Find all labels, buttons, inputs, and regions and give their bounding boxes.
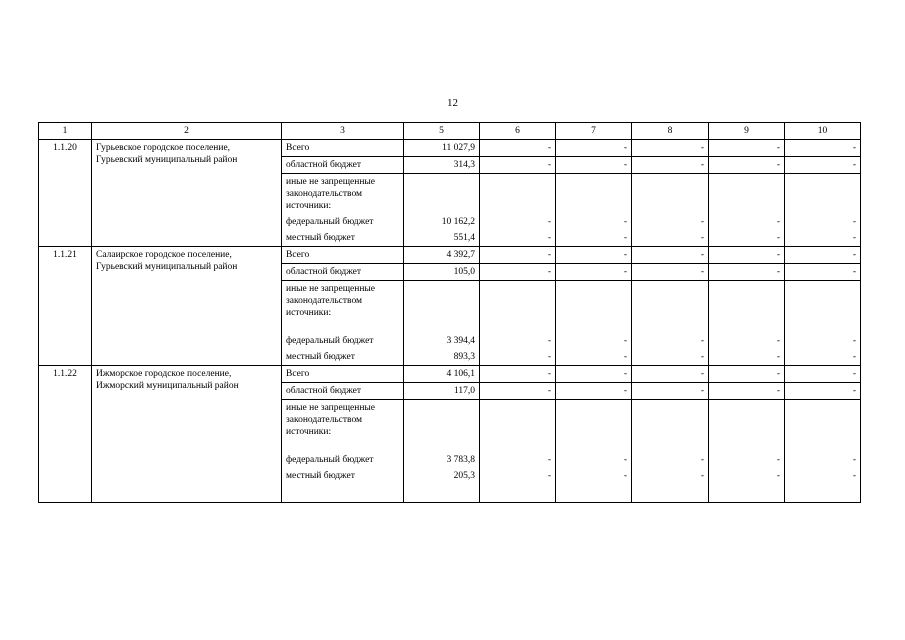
dash-cell: - (556, 468, 632, 503)
label-other-sources: иные не запрещенные законодательством источники: (282, 281, 404, 334)
budget-table (38, 122, 861, 503)
dash-cell: - (480, 157, 556, 174)
dash-cell: - (556, 383, 632, 400)
label-federal: федеральный бюджет (282, 452, 404, 468)
header-cell: 10 (785, 123, 861, 140)
empty-cell (404, 400, 480, 453)
dash-cell: - (632, 349, 709, 366)
dash-cell: - (556, 366, 632, 383)
row-name: Салаирское городское поселение, Гурьевский муниципальный район (92, 247, 282, 366)
empty-cell (632, 400, 709, 453)
empty-cell (404, 174, 480, 215)
label-local: местный бюджет (282, 230, 404, 247)
row-name: Ижморское городское поселение, Ижморский муниципальный район (92, 366, 282, 503)
dash-cell: - (632, 383, 709, 400)
dash-cell: - (480, 383, 556, 400)
dash-cell: - (632, 264, 709, 281)
dash-cell: - (480, 349, 556, 366)
label-total: Всего (282, 247, 404, 264)
dash-cell: - (632, 140, 709, 157)
dash-cell: - (709, 333, 785, 349)
dash-cell: - (709, 468, 785, 503)
table-row (39, 140, 861, 157)
value-regional: 314,3 (404, 157, 480, 174)
header-cell: 6 (480, 123, 556, 140)
dash-cell: - (480, 140, 556, 157)
empty-cell (709, 400, 785, 453)
label-local: местный бюджет (282, 349, 404, 366)
empty-cell (709, 174, 785, 215)
empty-cell (480, 174, 556, 215)
empty-cell (556, 400, 632, 453)
label-total: Всего (282, 140, 404, 157)
table-body (39, 123, 861, 503)
label-regional: областной бюджет (282, 264, 404, 281)
dash-cell: - (632, 247, 709, 264)
value-federal: 3 783,8 (404, 452, 480, 468)
value-total: 4 106,1 (404, 366, 480, 383)
empty-cell (404, 281, 480, 334)
header-cell: 2 (92, 123, 282, 140)
dash-cell: - (632, 157, 709, 174)
header-cell: 3 (282, 123, 404, 140)
dash-cell: - (785, 333, 861, 349)
row-name: Гурьевское городское поселение, Гурьевский муниципальный район (92, 140, 282, 247)
value-local: 551,4 (404, 230, 480, 247)
value-federal: 10 162,2 (404, 214, 480, 230)
dash-cell: - (709, 349, 785, 366)
empty-cell (632, 174, 709, 215)
dash-cell: - (785, 140, 861, 157)
dash-cell: - (785, 214, 861, 230)
dash-cell: - (709, 230, 785, 247)
dash-cell: - (709, 247, 785, 264)
empty-cell (556, 281, 632, 334)
dash-cell: - (480, 264, 556, 281)
empty-cell (785, 400, 861, 453)
dash-cell: - (556, 333, 632, 349)
header-cell: 7 (556, 123, 632, 140)
header-cell: 5 (404, 123, 480, 140)
dash-cell: - (709, 452, 785, 468)
label-other-sources: иные не запрещенные законодательством источники: (282, 174, 404, 215)
empty-cell (632, 281, 709, 334)
label-regional: областной бюджет (282, 157, 404, 174)
label-total: Всего (282, 366, 404, 383)
dash-cell: - (480, 452, 556, 468)
value-federal: 3 394,4 (404, 333, 480, 349)
header-row (39, 123, 861, 140)
dash-cell: - (556, 140, 632, 157)
empty-cell (480, 281, 556, 334)
label-other-sources: иные не запрещенные законодательством источники: (282, 400, 404, 453)
label-local: местный бюджет (282, 468, 404, 503)
dash-cell: - (480, 230, 556, 247)
label-regional: областной бюджет (282, 383, 404, 400)
dash-cell: - (632, 214, 709, 230)
dash-cell: - (480, 333, 556, 349)
dash-cell: - (785, 264, 861, 281)
dash-cell: - (785, 366, 861, 383)
dash-cell: - (556, 230, 632, 247)
value-local: 893,3 (404, 349, 480, 366)
dash-cell: - (709, 157, 785, 174)
dash-cell: - (632, 366, 709, 383)
value-regional: 105,0 (404, 264, 480, 281)
row-id: 1.1.20 (39, 140, 92, 247)
row-id: 1.1.21 (39, 247, 92, 366)
empty-cell (785, 281, 861, 334)
dash-cell: - (632, 452, 709, 468)
label-federal: федеральный бюджет (282, 214, 404, 230)
dash-cell: - (709, 366, 785, 383)
dash-cell: - (785, 349, 861, 366)
empty-cell (556, 174, 632, 215)
label-federal: федеральный бюджет (282, 333, 404, 349)
value-total: 11 027,9 (404, 140, 480, 157)
header-cell: 1 (39, 123, 92, 140)
dash-cell: - (709, 264, 785, 281)
dash-cell: - (556, 214, 632, 230)
dash-cell: - (480, 468, 556, 503)
dash-cell: - (632, 468, 709, 503)
dash-cell: - (556, 452, 632, 468)
dash-cell: - (785, 230, 861, 247)
dash-cell: - (556, 264, 632, 281)
dash-cell: - (785, 383, 861, 400)
dash-cell: - (556, 247, 632, 264)
dash-cell: - (709, 383, 785, 400)
dash-cell: - (785, 157, 861, 174)
empty-cell (709, 281, 785, 334)
row-id: 1.1.22 (39, 366, 92, 503)
empty-cell (785, 174, 861, 215)
empty-cell (480, 400, 556, 453)
dash-cell: - (632, 333, 709, 349)
dash-cell: - (785, 452, 861, 468)
dash-cell: - (632, 230, 709, 247)
value-total: 4 392,7 (404, 247, 480, 264)
value-regional: 117,0 (404, 383, 480, 400)
page-number: 12 (447, 97, 458, 109)
dash-cell: - (556, 349, 632, 366)
header-cell: 9 (709, 123, 785, 140)
dash-cell: - (709, 140, 785, 157)
dash-cell: - (480, 247, 556, 264)
dash-cell: - (785, 468, 861, 503)
table-row (39, 247, 861, 264)
dash-cell: - (480, 214, 556, 230)
table-row (39, 366, 861, 383)
header-cell: 8 (632, 123, 709, 140)
dash-cell: - (709, 214, 785, 230)
dash-cell: - (785, 247, 861, 264)
dash-cell: - (480, 366, 556, 383)
value-local: 205,3 (404, 468, 480, 503)
dash-cell: - (556, 157, 632, 174)
